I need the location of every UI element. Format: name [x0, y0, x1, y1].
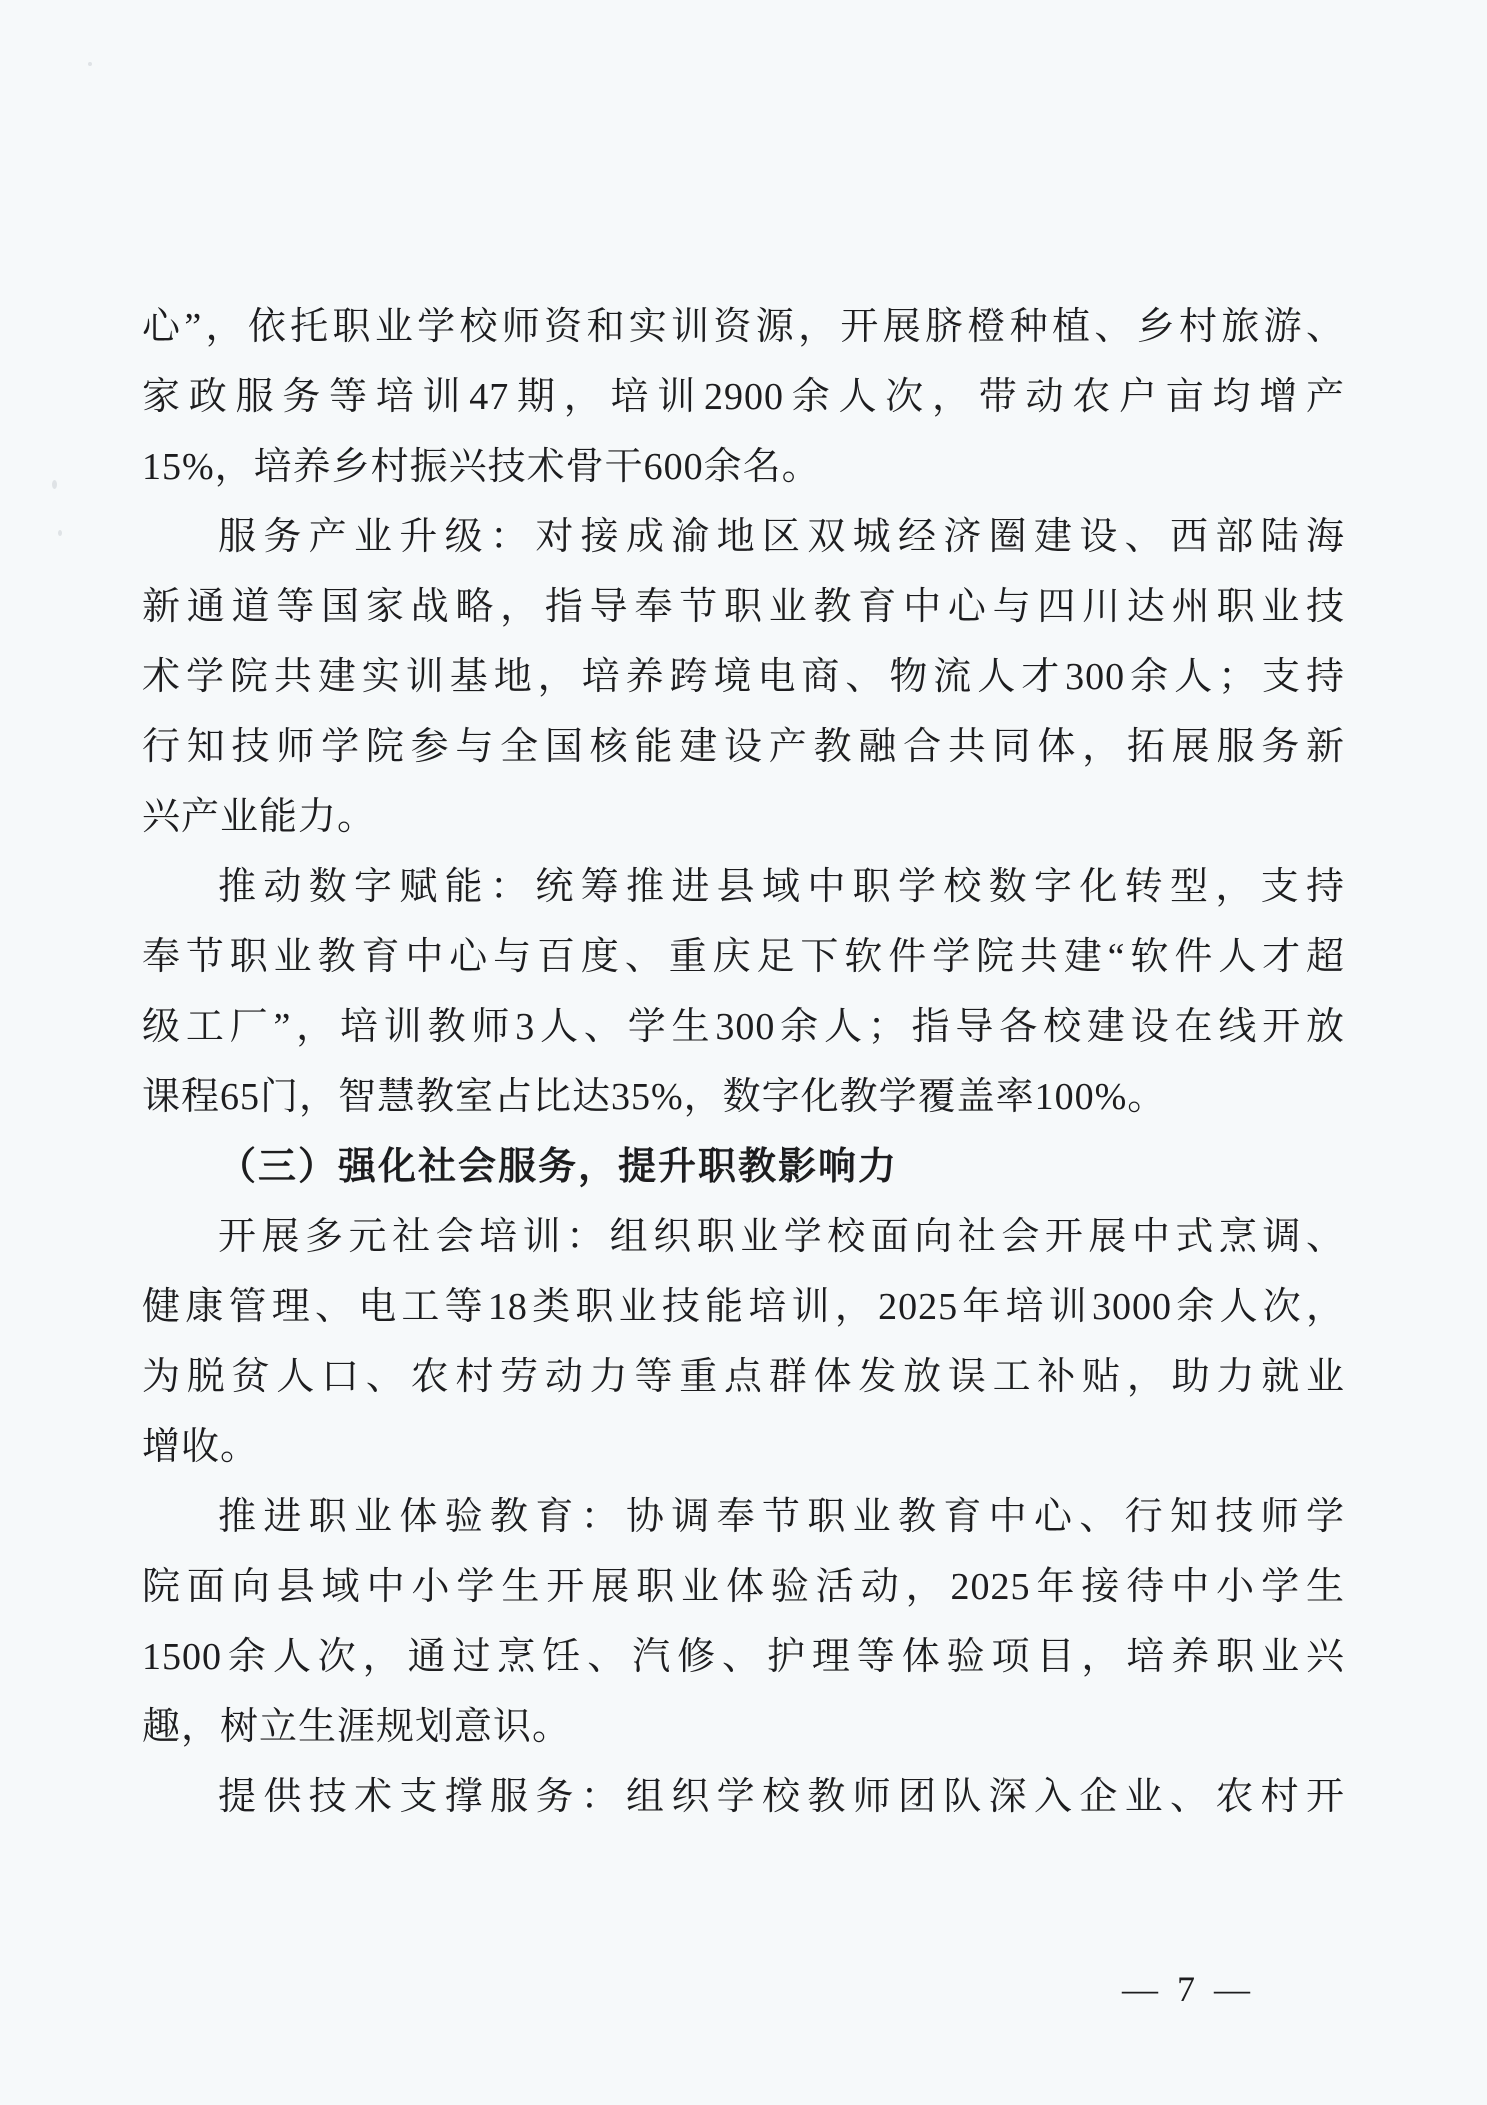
scan-smudge [88, 62, 92, 66]
text-line: 奉节职业教育中心与百度、重庆足下软件学院共建“软件人才超 [142, 936, 1345, 978]
page-number: — 7 — [1122, 1969, 1255, 2009]
text-line: 推进职业体验教育：协调奉节职业教育中心、行知技师学 [218, 1496, 1345, 1538]
text-line: 家政服务等培训47期，培训2900余人次，带动农户亩均增产 [142, 376, 1345, 418]
text-line: 心”，依托职业学校师资和实训资源，开展脐橙种植、乡村旅游、 [142, 306, 1345, 348]
text-line: 新通道等国家战略，指导奉节职业教育中心与四川达州职业技 [142, 586, 1345, 628]
text-line: 为脱贫人口、农村劳动力等重点群体发放误工补贴，助力就业 [142, 1356, 1345, 1398]
text-line: 提供技术支撑服务：组织学校教师团队深入企业、农村开 [218, 1776, 1345, 1818]
text-line: 术学院共建实训基地，培养跨境电商、物流人才300余人；支持 [142, 656, 1345, 698]
scan-smudge [52, 480, 57, 489]
text-line: 1500余人次，通过烹饪、汽修、护理等体验项目，培养职业兴 [142, 1636, 1345, 1678]
text-line: 趣，树立生涯规划意识。 [142, 1706, 572, 1748]
text-line: 增收。 [142, 1426, 260, 1468]
section-heading: （三）强化社会服务，提升职教影响力 [218, 1146, 899, 1188]
text-line: 开展多元社会培训：组织职业学校面向社会开展中式烹调、 [218, 1216, 1345, 1258]
text-line: 行知技师学院参与全国核能建设产教融合共同体，拓展服务新 [142, 726, 1345, 768]
text-line: 服务产业升级：对接成渝地区双城经济圈建设、西部陆海 [218, 516, 1345, 558]
text-content [142, 292, 1345, 1832]
scan-smudge [58, 530, 62, 536]
text-line: 兴产业能力。 [142, 796, 377, 838]
text-line: 推动数字赋能：统筹推进县域中职学校数字化转型，支持 [218, 866, 1345, 908]
text-line: 级工厂”，培训教师3人、学生300余人；指导各校建设在线开放 [142, 1006, 1345, 1048]
text-line: 课程65门，智慧教室占比达35%，数字化教学覆盖率100%。 [142, 1076, 1167, 1118]
text-line: 15%，培养乡村振兴技术骨干600余名。 [142, 446, 821, 488]
text-line: 健康管理、电工等18类职业技能培训，2025年培训3000余人次， [142, 1286, 1345, 1328]
text-line: 院面向县域中小学生开展职业体验活动，2025年接待中小学生 [142, 1566, 1345, 1608]
